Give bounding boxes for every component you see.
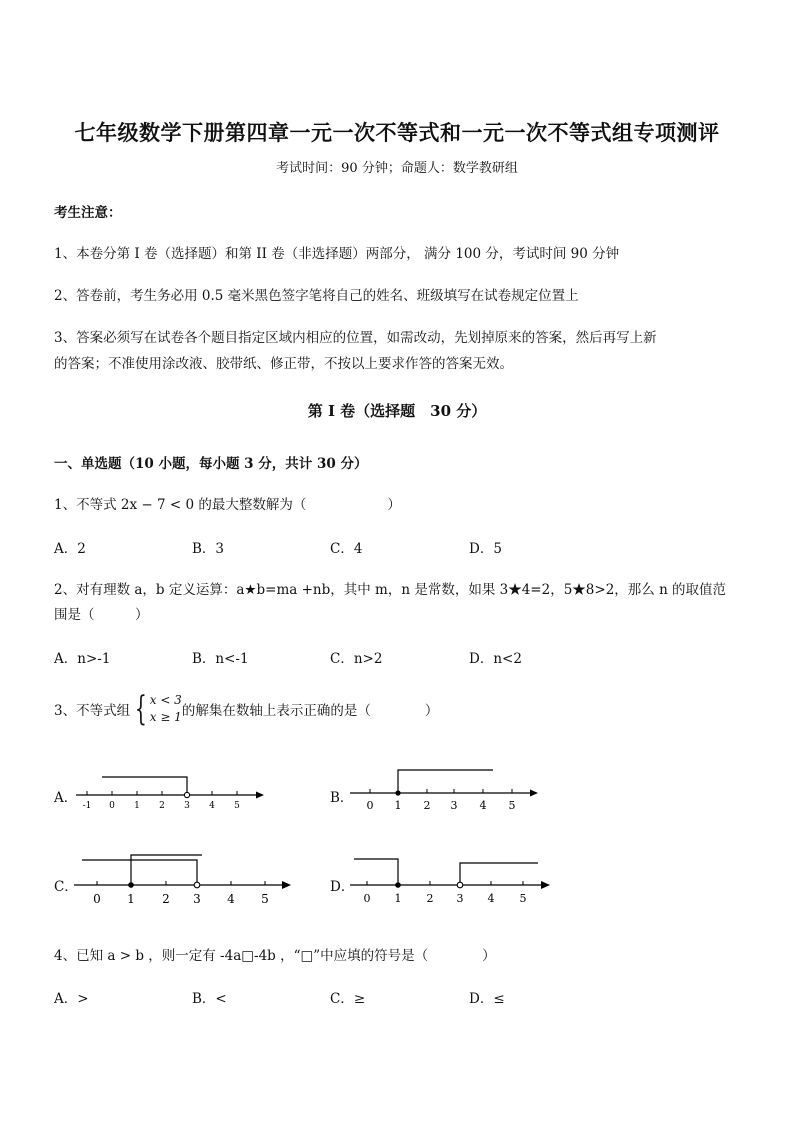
- q3-ineq-1: x < 3: [149, 693, 182, 707]
- tick-label: 0: [109, 801, 115, 811]
- tick-label: 3: [184, 801, 190, 811]
- q3-suffix: 的解集在数轴上表示正确的是（ ）: [181, 703, 439, 719]
- tick-label: 3: [456, 892, 464, 905]
- number-line-d: [346, 850, 556, 908]
- q1-option-b[interactable]: B．3: [192, 541, 225, 557]
- q3-option-c[interactable]: C．: [54, 879, 78, 895]
- q2-option-d[interactable]: D．n<2: [469, 651, 522, 667]
- tick-label: 5: [508, 799, 516, 812]
- tick-label: 2: [159, 801, 165, 811]
- q4-option-d[interactable]: D．≤: [469, 991, 505, 1007]
- tick-label: 2: [423, 799, 431, 812]
- closed-point: [395, 882, 401, 888]
- note-3-cont: 的答案；不准使用涂改液、胶带纸、修正带，不按以上要求作答的答案无效。: [54, 356, 513, 372]
- section-title: 第 I 卷（选择题 30 分）: [307, 402, 487, 420]
- note-2: 2、答卷前，考生务必用 0.5 毫米黑色签字笔将自己的姓名、班级填写在试卷规定位置上: [54, 288, 579, 304]
- solution-ray: [82, 860, 197, 885]
- axis-arrow-icon: [530, 790, 538, 797]
- q3-ineq-2: x ≥ 1: [149, 710, 182, 724]
- q2-option-c[interactable]: C．n>2: [330, 651, 383, 667]
- tick-label: 4: [227, 892, 235, 906]
- q3-option-b[interactable]: B．: [330, 790, 354, 806]
- tick-label: 0: [366, 799, 374, 812]
- tick-label: 0: [363, 892, 371, 905]
- tick-label: 3: [450, 799, 458, 812]
- note-1: 1、本卷分第 I 卷（选择题）和第 II 卷（非选择题）两部分， 满分 100 分，考试时间 90 分钟: [54, 246, 620, 262]
- number-line-c: [70, 848, 295, 908]
- closed-point: [395, 790, 400, 795]
- notes-heading: 考生注意：: [54, 205, 122, 221]
- question-2-cont: 围是（ ）: [54, 607, 149, 623]
- part-heading: 一、单选题（10 小题，每小题 3 分，共计 30 分）: [54, 456, 368, 472]
- q3-option-d[interactable]: D．: [330, 879, 355, 895]
- tick-label: 1: [394, 892, 402, 905]
- q4-option-a[interactable]: A．>: [54, 991, 89, 1007]
- number-line-a: [70, 765, 270, 815]
- tick-label: 5: [519, 892, 527, 905]
- question-2: 2、对有理数 a，b 定义运算：a★b=ma +nb，其中 m，n 是常数，如果 3★4=2，5★8>2，那么 n 的取值范: [54, 582, 727, 598]
- tick-label: 5: [234, 801, 240, 811]
- axis-arrow-icon: [256, 792, 264, 799]
- tick-label: 1: [127, 892, 135, 906]
- tick-label: 2: [426, 892, 434, 905]
- q3-prefix: 3、不等式组: [54, 703, 131, 719]
- tick-label: 3: [193, 892, 201, 906]
- solution-ray: [398, 770, 493, 793]
- number-line-b: [346, 762, 546, 814]
- tick-label: 0: [93, 892, 101, 906]
- q2-option-a[interactable]: A．n>-1: [54, 651, 111, 667]
- q1-option-c[interactable]: C．4: [330, 541, 363, 557]
- tick-label: 1: [394, 799, 402, 812]
- axis-arrow-icon: [541, 881, 550, 889]
- closed-point: [128, 882, 134, 888]
- solution-ray: [460, 863, 538, 885]
- q4-option-c[interactable]: C．≥: [330, 991, 366, 1007]
- open-point: [457, 882, 463, 888]
- question-4: 4、已知 a > b ，则一定有 -4a□-4b ，“□”中应填的符号是（ ）: [54, 948, 496, 964]
- page-title: 七年级数学下册第四章一元一次不等式和一元一次不等式组专项测评: [74, 120, 720, 145]
- solution-ray: [102, 777, 187, 795]
- solution-ray: [354, 859, 398, 885]
- tick-label: 5: [261, 892, 269, 906]
- q3-option-a[interactable]: A．: [54, 790, 78, 806]
- tick-label: 4: [487, 892, 495, 905]
- q4-option-b[interactable]: B．<: [192, 991, 227, 1007]
- brace-icon: {: [134, 689, 147, 729]
- q1-option-d[interactable]: D．5: [469, 541, 502, 557]
- tick-label: 1: [134, 801, 140, 811]
- tick-label: 2: [162, 892, 170, 906]
- q1-option-a[interactable]: A．2: [54, 541, 86, 557]
- note-3: 3、答案必须写在试卷各个题目指定区域内相应的位置，如需改动，先划掉原来的答案，然后再写上新: [54, 330, 657, 346]
- axis-arrow-icon: [282, 881, 291, 889]
- question-1: 1、不等式 2x − 7 < 0 的最大整数解为（ ）: [54, 497, 401, 513]
- tick-label: 4: [479, 799, 487, 812]
- question-3: [54, 689, 439, 729]
- open-point: [194, 882, 200, 888]
- inequality-system: [130, 689, 182, 729]
- tick-label: 4: [209, 801, 215, 811]
- exam-info: 考试时间：90 分钟；命题人：数学教研组: [276, 161, 518, 176]
- tick-label: -1: [82, 801, 92, 811]
- q2-option-b[interactable]: B．n<-1: [192, 651, 249, 667]
- open-point: [184, 792, 189, 797]
